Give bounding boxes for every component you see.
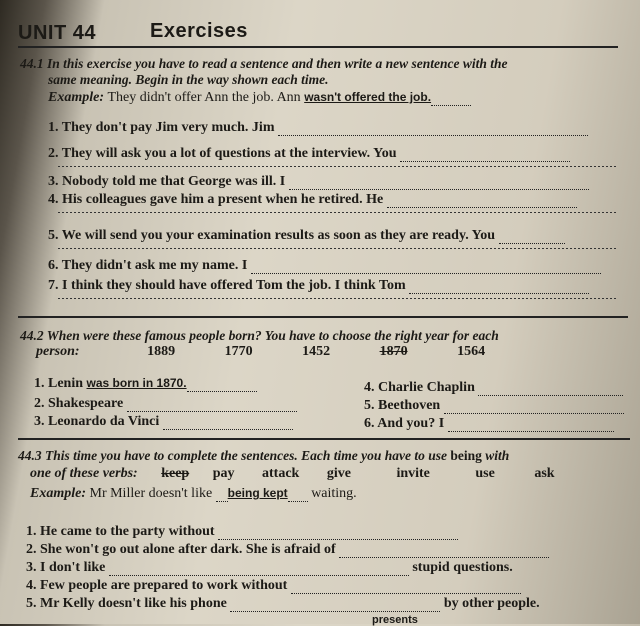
ex1-item-7: 7. I think they should have offered Tom the job. I think Tom [48,278,589,294]
ex1-item-1: 1. They don't pay Jim very much. Jim [48,120,588,136]
ex3-partial-answer: presents [372,614,418,626]
ex2-answer-1: was born in 1870. [86,376,187,390]
ex3-item-1: 1. He came to the party without [26,524,458,540]
unit-label: UNIT 44 [18,22,96,44]
ex1-item-2: 2. They will ask you a lot of questions at the interview. You [48,146,570,162]
section-rule-1 [18,316,628,318]
ex3-item-3: 3. I don't like stupid questions. [26,560,513,575]
ex3-instruction-line1: 44.3 This time you have to complete the sentences. Each time you have to use being with [18,448,510,463]
ex3-item-2: 2. She won't go out alone after dark. She is afraid of [26,542,549,558]
ex3-verbs: one of these verbs: keep pay attack give invite use ask [30,466,555,481]
ex2-left-2: 2. Shakespeare [34,396,297,412]
section-rule-2 [18,438,630,440]
ex1-example-answer: wasn't offered the job. [304,90,432,104]
year-crossed-out: 1870 [379,344,408,359]
ex1-item-3: 3. Nobody told me that George was ill. I [48,174,589,190]
header-rule [18,46,618,48]
ex2-right-6: 6. And you? I [364,416,614,432]
ex1-instruction-line2: same meaning. Begin in the way shown each time. [48,72,329,87]
ex1-item-4: 4. His colleagues gave him a present when he retired. He [48,192,577,208]
ex1-instruction-line1: 44.1 In this exercise you have to read a sentence and then write a new sentence with the [20,56,508,71]
ex2-left-1: 1. Lenin was born in 1870. [34,376,257,392]
ex3-example-answer: being kept [227,486,288,500]
ex3-item-5: 5. Mr Kelly doesn't like his phone by other people. [26,596,540,611]
verb-crossed-out: keep [161,466,190,481]
ex2-left-3: 3. Leonardo da Vinci [34,414,293,430]
ex3-example: Example: Mr Miller doesn't like being kept waiting. [30,486,357,501]
ex2-right-4: 4. Charlie Chaplin [364,380,623,396]
ex3-item-4: 4. Few people are prepared to work without [26,578,521,594]
ex1-item-6: 6. They didn't ask me my name. I [48,258,601,274]
ex2-instruction-line1: 44.2 When were these famous people born? You have to choose the right year for each [20,328,499,343]
ex1-example: Example: They didn't offer Ann the job. Ann wasn't offered the job. [48,90,471,106]
ex2-years: person: 1889 1770 1452 1870 1564 [36,344,486,359]
page-title: Exercises [150,20,248,42]
ex2-right-5: 5. Beethoven [364,398,624,414]
ex1-item-5: 5. We will send you your examination results as soon as they are ready. You [48,228,565,244]
